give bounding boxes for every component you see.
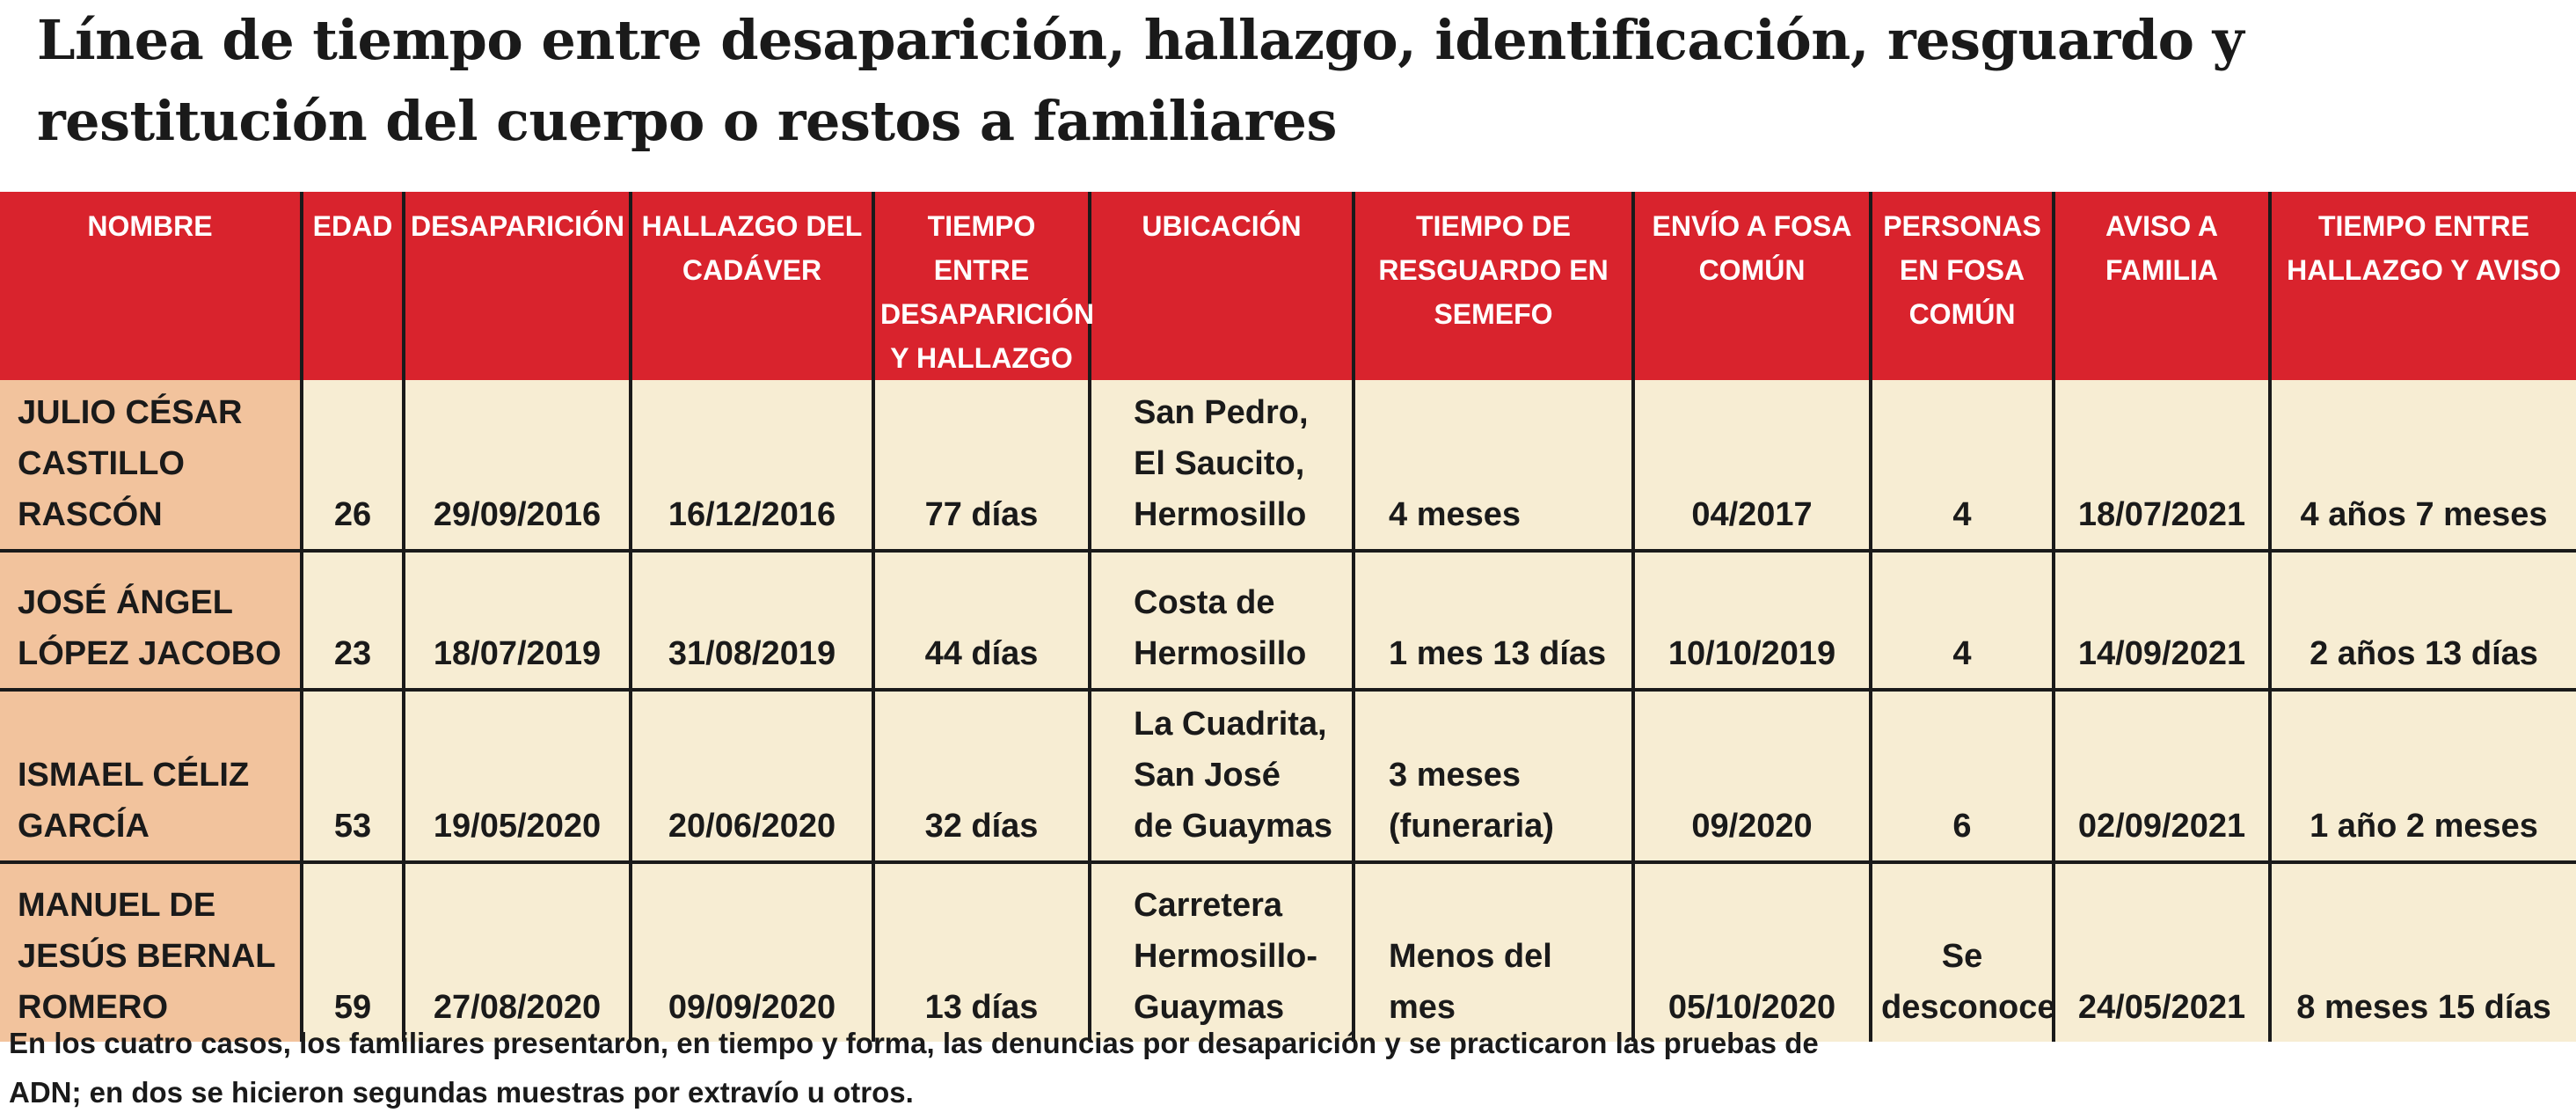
cell-desaparicion: 18/07/2019: [404, 551, 631, 690]
column-header-nombre: NOMBRE: [0, 192, 302, 380]
cell-aviso: 24/05/2021: [2054, 862, 2270, 1042]
column-header-envio-fosa: ENVÍO A FOSA COMÚN: [1633, 192, 1871, 380]
cell-tiempo-desaparicion-hallazgo: 32 días: [873, 690, 1090, 862]
cell-edad: 53: [302, 690, 404, 862]
timeline-table: [0, 192, 2576, 1042]
cell-ubicacion: Costa de Hermosillo: [1090, 551, 1354, 690]
table-header-row: [0, 192, 2576, 380]
column-header-resguardo: TIEMPO DE RESGUARDO EN SEMEFO: [1354, 192, 1633, 380]
cell-desaparicion: 19/05/2020: [404, 690, 631, 862]
cell-nombre: MANUEL DE JESÚS BERNAL ROMERO: [0, 862, 302, 1042]
cell-personas-fosa: Se desconoce: [1871, 862, 2054, 1042]
page-title: Línea de tiempo entre desaparición, hallazgo, identificación, resguardo y restitución del cuerpo o restos a familiares: [37, 8, 2244, 153]
cell-tiempo-hallazgo-aviso: 2 años 13 días: [2270, 551, 2576, 690]
table-row: [0, 690, 2576, 862]
cell-desaparicion: 29/09/2016: [404, 380, 631, 551]
cell-tiempo-hallazgo-aviso: 1 año 2 meses: [2270, 690, 2576, 862]
column-header-desaparicion: DESAPARICIÓN: [404, 192, 631, 380]
cell-tiempo-hallazgo-aviso: 8 meses 15 días: [2270, 862, 2576, 1042]
cell-desaparicion: 27/08/2020: [404, 862, 631, 1042]
column-header-ubicacion: UBICACIÓN: [1090, 192, 1354, 380]
table-row: [0, 862, 2576, 1042]
footnote: En los cuatro casos, los familiares presentaron, en tiempo y forma, las denuncias por desaparición y se practicaron las pruebas de ADN; en dos se hicieron segundas muestras por extravío u otros.: [9, 1027, 1819, 1109]
cell-nombre: JULIO CÉSAR CASTILLO RASCÓN: [0, 380, 302, 551]
cell-nombre: JOSÉ ÁNGEL LÓPEZ JACOBO: [0, 551, 302, 690]
table-row: [0, 380, 2576, 551]
cell-edad: 59: [302, 862, 404, 1042]
cell-personas-fosa: 6: [1871, 690, 2054, 862]
cell-hallazgo: 16/12/2016: [631, 380, 873, 551]
cell-envio-fosa: 04/2017: [1633, 380, 1871, 551]
cell-aviso: 02/09/2021: [2054, 690, 2270, 862]
cell-tiempo-desaparicion-hallazgo: 44 días: [873, 551, 1090, 690]
cell-nombre: ISMAEL CÉLIZ GARCÍA: [0, 690, 302, 862]
cell-aviso: 14/09/2021: [2054, 551, 2270, 690]
cell-hallazgo: 09/09/2020: [631, 862, 873, 1042]
column-header-tiempo-hallazgo-aviso: TIEMPO ENTRE HALLAZGO Y AVISO: [2270, 192, 2576, 380]
cell-personas-fosa: 4: [1871, 380, 2054, 551]
column-header-personas-fosa: PERSONAS EN FOSA COMÚN: [1871, 192, 2054, 380]
cell-hallazgo: 31/08/2019: [631, 551, 873, 690]
cell-tiempo-desaparicion-hallazgo: 13 días: [873, 862, 1090, 1042]
column-header-aviso: AVISO A FAMILIA: [2054, 192, 2270, 380]
cell-resguardo: 1 mes 13 días: [1354, 551, 1633, 690]
cell-ubicacion: Carretera Hermosillo- Guaymas: [1090, 862, 1354, 1042]
cell-resguardo: 4 meses: [1354, 380, 1633, 551]
cell-ubicacion: San Pedro, El Saucito, Hermosillo: [1090, 380, 1354, 551]
cell-personas-fosa: 4: [1871, 551, 2054, 690]
column-header-edad: EDAD: [302, 192, 404, 380]
cell-resguardo: Menos del mes: [1354, 862, 1633, 1042]
cell-aviso: 18/07/2021: [2054, 380, 2270, 551]
table-row: [0, 551, 2576, 690]
cell-envio-fosa: 05/10/2020: [1633, 862, 1871, 1042]
cell-ubicacion: La Cuadrita, San José de Guaymas: [1090, 690, 1354, 862]
cell-tiempo-desaparicion-hallazgo: 77 días: [873, 380, 1090, 551]
cell-resguardo: 3 meses (funeraria): [1354, 690, 1633, 862]
cell-tiempo-hallazgo-aviso: 4 años 7 meses: [2270, 380, 2576, 551]
column-header-tiempo-desaparicion-hallazgo: TIEMPO ENTRE DESAPARICIÓN Y HALLAZGO: [873, 192, 1090, 380]
cell-hallazgo: 20/06/2020: [631, 690, 873, 862]
cell-edad: 23: [302, 551, 404, 690]
cell-envio-fosa: 10/10/2019: [1633, 551, 1871, 690]
cell-envio-fosa: 09/2020: [1633, 690, 1871, 862]
cell-edad: 26: [302, 380, 404, 551]
column-header-hallazgo: HALLAZGO DEL CADÁVER: [631, 192, 873, 380]
